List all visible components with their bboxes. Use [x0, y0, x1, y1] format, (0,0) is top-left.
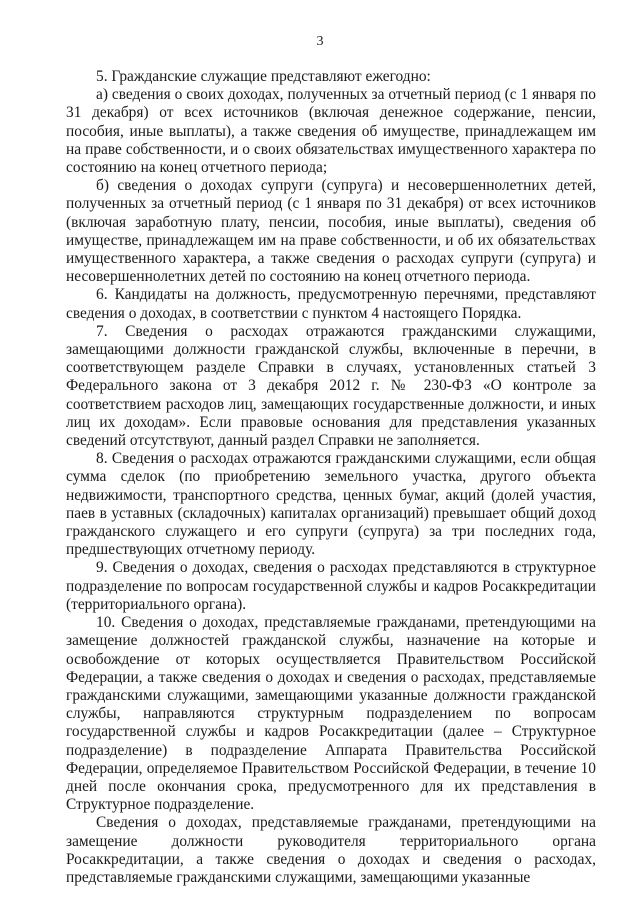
paragraph-8: 8. Сведения о расходах отражаются гражданскими служащими, если общая сумма сделок (по приобретению земельного участка, другого объекта недвижимости, транспортного средства, ценных бумаг, акций (долей участия, паев в уставных (складочных) капиталах организаций) превышает общий доход гражданского служащего и его супруги (супруга) за три последних года, предшествующих отчетному периоду. [66, 450, 596, 559]
paragraph-6: 6. Кандидаты на должность, предусмотренную перечнями, представляют сведения о доходах, в соответствии с пунктом 4 настоящего Порядка. [66, 286, 596, 322]
page-number: 3 [316, 34, 324, 49]
paragraph-5-intro: 5. Гражданские служащие представляют ежегодно: [96, 68, 431, 85]
document-body [66, 68, 596, 887]
paragraph-7: 7. Сведения о расходах отражаются гражданскими служащими, замещающими должности гражданской службы, включенные в перечни, в соответствующем разделе Справки в случаях, установленных статьей 3 Федерального закона от 3 декабря 2012 г. № 230-ФЗ «О контроле за соответствием расходов лиц, замещающих государственные должности, и иных лиц их доходам». Если правовые основания для представления указанных сведений отсутствуют, данный раздел Справки не заполняется. [66, 322, 596, 450]
paragraph-5a: а) сведения о своих доходах, полученных за отчетный период (с 1 января по 31 декабря) от всех источников (включая денежное содержание, пенсии, пособия, иные выплаты), а также сведения об имуществе, принадлежащем им на праве собственности, и о своих обязательствах имущественного характера по состоянию на конец отчетного периода; [66, 86, 596, 177]
paragraph-10-continued: Сведения о доходах, представляемые гражданами, претендующими на замещение должности руководителя территориального органа Росаккредитации, а также сведения о доходах и сведения о расходах, представляемые гражданскими служащими, замещающими указанные [66, 814, 596, 886]
paragraph-9: 9. Сведения о доходах, сведения о расходах представляются в структурное подразделение по вопросам государственной службы и кадров Росаккредитации (территориального органа). [66, 559, 596, 613]
paragraph-10: 10. Сведения о доходах, представляемые гражданами, претендующими на замещение должностей гражданской службы, назначение на которые и освобождение от которых осуществляется Правительством Российской Федерации, а также сведения о доходах и сведения о расходах, представляемые гражданскими служащими, замещающими указанные должности гражданской службы, направляются структурным подразделением по вопросам государственной службы и кадров Росаккредитации (далее – Структурное подразделение) в подразделение Аппарата Правительства Российской Федерации, определяемое Правительством Российской Федерации, в течение 10 дней после окончания срока, предусмотренного для их представления в Структурное подразделение. [66, 614, 596, 814]
paragraph-5b: б) сведения о доходах супруги (супруга) и несовершеннолетних детей, полученных за отчетный период (с 1 января по 31 декабря) от всех источников (включая заработную плату, пенсии, пособия, иные выплаты), сведения об имуществе, принадлежащем им на праве собственности, и об их обязательствах имущественного характера, а также сведения о расходах супруги (супруга) и несовершеннолетних детей по состоянию на конец отчетного периода. [66, 177, 596, 286]
